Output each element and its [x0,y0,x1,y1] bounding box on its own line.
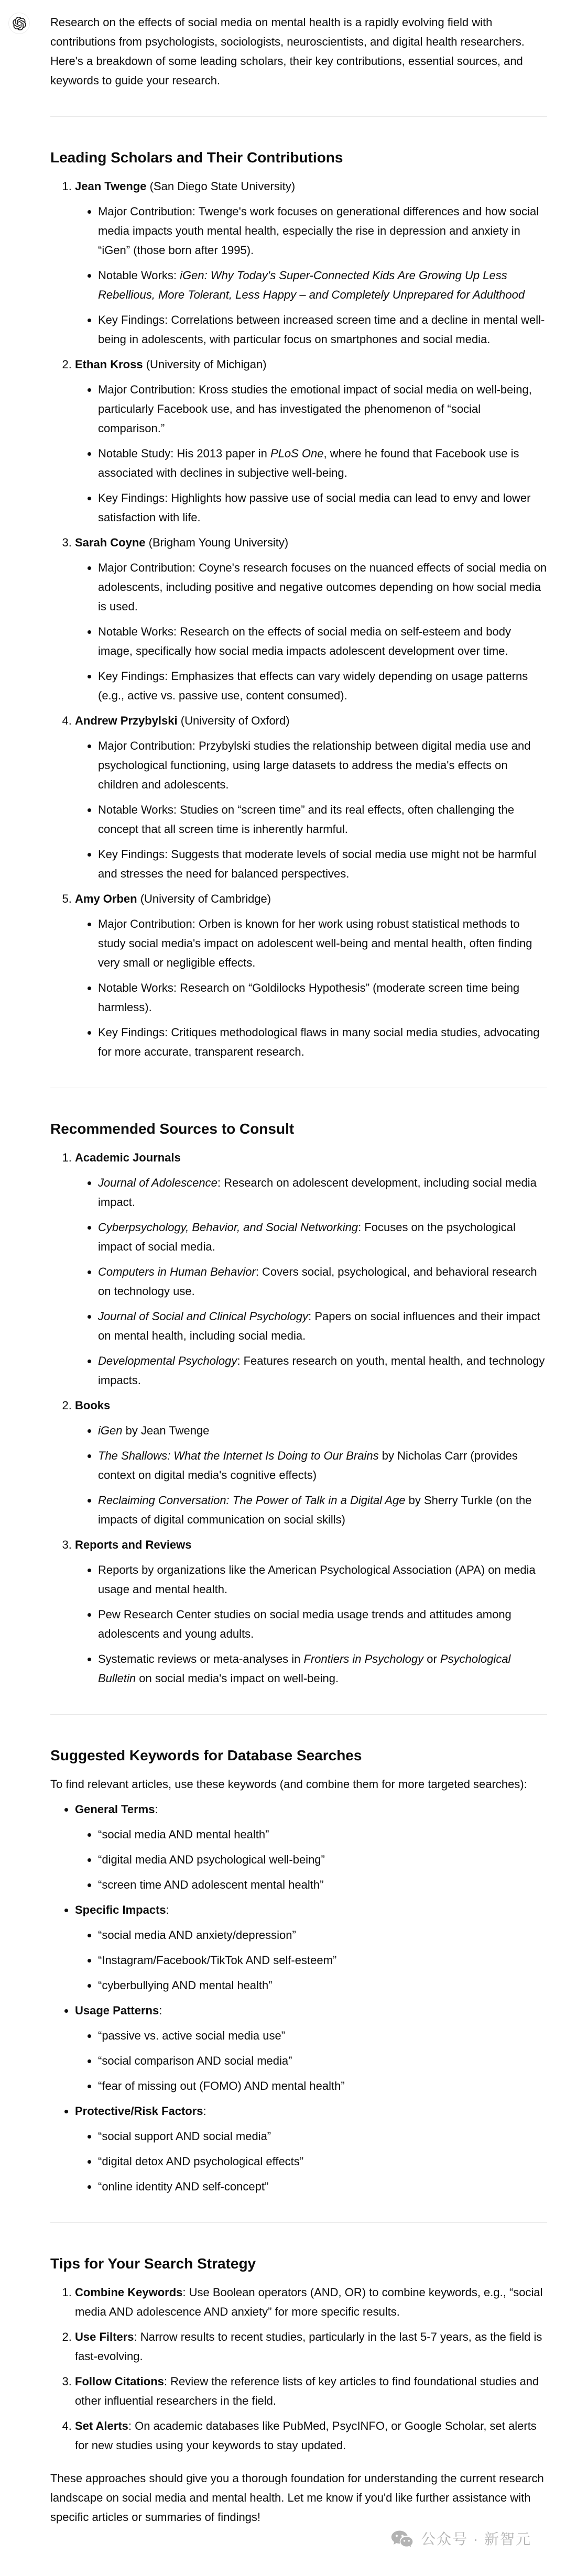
section-title: Leading Scholars and Their Contributions [50,149,343,166]
bullet-item [98,1605,547,1643]
text-run: by Jean Twenge [122,1424,210,1437]
bullet-item [98,736,547,794]
item-bullets [75,1825,547,1894]
list-item [75,1900,547,1995]
item-bullets [75,2026,547,2096]
bullet-item [98,1421,547,1440]
text-run: Key Findings: Critiques methodological flaws in many social media studies, advocating for more accurate, transparent research. [98,1026,540,1058]
bullet-item [98,1850,547,1869]
openai-logo-icon [13,17,26,30]
message-sections [50,116,547,2455]
watermark-text: 公众号 · 新智元 [421,2531,531,2547]
text-run: Developmental Psychology [98,1354,237,1367]
bullet-item [98,266,547,304]
section-title: Tips for Your Search Strategy [50,2255,256,2272]
text-run: PLoS One [270,447,324,460]
bullet-item [98,1307,547,1345]
bullet-item [98,1351,547,1390]
text-run: “online identity AND self-concept” [98,2180,269,2193]
bullet-item [98,2177,547,2196]
text-run: Key Findings: Correlations between increased screen time and a decline in mental well-being in adolescents, with particular focus on smartphones and social media. [98,313,545,346]
bullet-item [98,1173,547,1212]
list-item [75,2283,547,2321]
item-header [75,533,547,552]
bullet-item [98,622,547,661]
section-title: Suggested Keywords for Database Searches [50,1747,362,1763]
text-run: To find relevant articles, use these keywords (and combine them for more targeted searches): [50,1778,527,1791]
bullet-item [98,1925,547,1945]
text-run: iGen [98,1424,123,1437]
item-header [75,889,547,908]
text-run: Use Filters [75,2330,134,2343]
item-bullets [75,1925,547,1995]
item-header [75,2416,547,2455]
bullet-item [98,666,547,705]
list-item [75,1535,547,1688]
text-run: The Shallows: What the Internet Is Doing to Our Brains [98,1449,379,1462]
list-item [75,2372,547,2410]
list-item [75,2327,547,2366]
item-header [75,1396,547,1415]
text-run: : Papers on social influences and their impact on mental health, including social media. [98,1310,540,1342]
section-divider [50,2222,547,2223]
bullet-item [98,1875,547,1894]
text-run: : Features research on youth, mental health, and technology impacts. [98,1354,545,1387]
text-run: Reports by organizations like the American Psychological Association (APA) on media usage and mental health. [98,1563,536,1596]
text-run: Ethan Kross [75,358,143,371]
bullet-item [98,1976,547,1995]
text-run: Pew Research Center studies on social media usage trends and attitudes among adolescents and young adults. [98,1608,511,1640]
text-run: : Use Boolean operators (AND, OR) to combine keywords, e.g., “social media AND adolescence AND anxiety” for more specific results. [75,2286,543,2318]
item-header [75,177,547,196]
item-header [75,2372,547,2410]
section-divider [50,116,547,117]
item-header [75,355,547,374]
text-run: : Covers social, psychological, and behavioral research on technology use. [98,1265,537,1298]
text-run: , where he found that Facebook use is associated with declines in subjective well-being. [98,447,519,479]
text-run: Key Findings: Emphasizes that effects can vary widely depending on usage patterns (e.g., active vs. passive use, content consumed). [98,670,528,702]
text-run: Sarah Coyne [75,536,146,549]
item-header [75,1148,547,1167]
list-item [75,2001,547,2096]
text-run: Journal of Adolescence [98,1176,217,1189]
text-run: Psychological Bulletin [98,1652,511,1685]
text-run: “digital media AND psychological well-being” [98,1853,325,1866]
wechat-icon [390,2529,413,2549]
text-run: Computers in Human Behavior [98,1265,256,1278]
list-item [75,533,547,705]
text-run: Major Contribution: Orben is known for her work using robust statistical methods to study social media's impact on adolescent well-being and mental health, often finding very small or negligible effects. [98,917,532,969]
item-bullets [75,202,547,349]
item-bullets [75,736,547,883]
text-run: : Focuses on the psychological impact of social media. [98,1221,516,1253]
bullet-item [98,1218,547,1256]
list-item [75,2101,547,2196]
text-run: “social support AND social media” [98,2130,271,2143]
bullet-item [98,444,547,483]
text-run: Academic Journals [75,1151,181,1164]
item-bullets [75,1560,547,1688]
text-run: : Narrow results to recent studies, particularly in the last 5-7 years, as the field is fast-evolving. [75,2330,542,2363]
text-run: (Brigham Young University) [145,536,289,549]
text-run: Notable Works: Research on the effects of social media on self-esteem and body image, specifically how social media impacts adolescent development over time. [98,625,511,657]
bullet-item [98,914,547,972]
text-run: “social media AND mental health” [98,1828,269,1841]
bullet-item [98,800,547,839]
text-run: or [423,1652,440,1665]
bullet-item [98,2076,547,2096]
list-item [75,177,547,349]
text-run: Major Contribution: Coyne's research focuses on the nuanced effects of social media on adolescents, including positive and negative outcomes depending on how social media is used. [98,561,547,613]
text-run: Reclaiming Conversation: The Power of Talk in a Digital Age [98,1494,406,1507]
bullet-item [98,1560,547,1599]
text-run: Usage Patterns [75,2004,159,2017]
section-list [50,1800,547,2196]
bullet-item [98,1490,547,1529]
intro-paragraph [50,13,547,90]
text-run: Key Findings: Highlights how passive use of social media can lead to envy and lower satisfaction with life. [98,491,531,524]
item-bullets [75,1421,547,1529]
text-run: Key Findings: Suggests that moderate levels of social media use might not be harmful and stresses the need for balanced perspectives. [98,848,537,880]
text-run: : Review the reference lists of key articles to find foundational studies and other influential researchers in the field. [75,2375,539,2407]
text-run: : [203,2104,206,2118]
list-item [75,1800,547,1894]
text-run: (San Diego State University) [146,180,296,193]
text-run: Amy Orben [75,892,137,905]
text-run: “social comparison AND social media” [98,2054,292,2067]
text-run: Reports and Reviews [75,1538,192,1551]
text-run: Notable Study: His 2013 paper in [98,447,270,460]
text-run: General Terms [75,1803,155,1816]
text-run: by Nicholas Carr (provides context on digital media's cognitive effects) [98,1449,518,1482]
text-run: by Sherry Turkle (on the impacts of digital communication on social skills) [98,1494,532,1526]
bullet-item [98,978,547,1017]
section-list [50,177,547,1061]
text-run: These approaches should give you a thorough foundation for understanding the current research landscape on social media and mental health. Let me know if you'd like further assistance with specific articles or summaries of findings! [50,2472,544,2524]
bullet-item [98,2051,547,2070]
text-run: : [166,1903,169,1916]
text-run: “screen time AND adolescent mental health” [98,1878,324,1891]
watermark [50,2529,531,2550]
section-lead [50,1774,547,1794]
text-run: Andrew Przybylski [75,714,178,727]
item-header [75,1800,547,1819]
list-item [75,1148,547,1390]
text-run: : On academic databases like PubMed, PsycINFO, or Google Scholar, set alerts for new studies using your keywords to stay updated. [75,2419,537,2452]
text-run: “digital detox AND psychological effects” [98,2155,304,2168]
text-run: Notable Works: [98,269,180,282]
message-content [50,13,547,2560]
text-run: (University of Cambridge) [137,892,271,905]
item-header [75,2001,547,2020]
item-bullets [75,558,547,705]
bullet-item [98,2152,547,2171]
bullet-item [98,558,547,616]
text-run: Journal of Social and Clinical Psychology [98,1310,309,1323]
bullet-item [98,2026,547,2045]
section-list [50,1148,547,1688]
text-run: : [159,2004,162,2017]
text-run: Specific Impacts [75,1903,166,1916]
text-run: (University of Oxford) [177,714,290,727]
text-run: Follow Citations [75,2375,164,2388]
item-bullets [75,380,547,527]
bullet-item [98,1262,547,1301]
text-run: “fear of missing out (FOMO) AND mental health” [98,2079,345,2092]
text-run: : Research on adolescent development, including social media impact. [98,1176,537,1209]
text-run: on social media's impact on well-being. [136,1672,339,1685]
section-list [50,2283,547,2455]
item-header [75,711,547,730]
bullet-item [98,1825,547,1844]
text-run: iGen: Why Today's Super-Connected Kids Are Growing Up Less Rebellious, More Tolerant, Less Happy – and Completely Unprepared for Adulthood [98,269,525,301]
text-run: Major Contribution: Przybylski studies the relationship between digital media use and psychological functioning, using large datasets to address the media's effects on children and adolescents. [98,739,531,791]
text-run: : [155,1803,158,1816]
bullet-item [98,310,547,349]
item-bullets [75,2126,547,2196]
text-run: Jean Twenge [75,180,147,193]
text-run: Notable Works: Studies on “screen time” and its real effects, often challenging the concept that all screen time is inherently harmful. [98,803,515,836]
text-run: Systematic reviews or meta-analyses in [98,1652,304,1665]
text-run: Research on the effects of social media on mental health is a rapidly evolving field with contributions from psychologists, sociologists, neuroscientists, and digital health researchers. Here's a breakdown of some leading scholars, their key contributions, essential sources, and keywords to guide your research. [50,16,525,87]
bullet-item [98,202,547,260]
text-run: Notable Works: Research on “Goldilocks Hypothesis” (moderate screen time being harmless). [98,981,520,1014]
section-divider [50,1714,547,1715]
text-run: “social media AND anxiety/depression” [98,1928,296,1942]
item-bullets [75,1173,547,1390]
list-item [75,711,547,883]
text-run: Cyberpsychology, Behavior, and Social Networking [98,1221,358,1234]
item-header [75,1535,547,1554]
bullet-item [98,1649,547,1688]
list-item [75,889,547,1061]
list-item [75,355,547,527]
bullet-item [98,1446,547,1485]
text-run: Protective/Risk Factors [75,2104,203,2118]
text-run: Major Contribution: Twenge's work focuses on generational differences and how social media impacts youth mental health, especially the rise in depression and anxiety in “iGen” (those born after 1995). [98,205,539,257]
text-run: Set Alerts [75,2419,128,2432]
text-run: “Instagram/Facebook/TikTok AND self-esteem” [98,1954,337,1967]
bullet-item [98,1950,547,1970]
assistant-avatar [8,13,30,34]
item-header [75,2101,547,2121]
text-run: “passive vs. active social media use” [98,2029,286,2042]
section-title: Recommended Sources to Consult [50,1121,295,1137]
item-bullets [75,914,547,1061]
bullet-item [98,845,547,883]
item-header [75,2283,547,2321]
item-header [75,2327,547,2366]
bullet-item [98,1023,547,1061]
list-item [75,2416,547,2455]
text-run: Books [75,1399,111,1412]
text-run: Major Contribution: Kross studies the emotional impact of social media on well-being, particularly Facebook use, and has investigated the phenomenon of “social comparison.” [98,383,532,435]
list-item [75,1396,547,1529]
bullet-item [98,380,547,438]
text-run: “cyberbullying AND mental health” [98,1979,273,1992]
outro-paragraph [50,2469,547,2527]
item-header [75,1900,547,1920]
text-run: (University of Michigan) [143,358,267,371]
bullet-item [98,488,547,527]
bullet-item [98,2126,547,2146]
text-run: Frontiers in Psychology [303,1652,424,1665]
text-run: Combine Keywords [75,2286,183,2299]
